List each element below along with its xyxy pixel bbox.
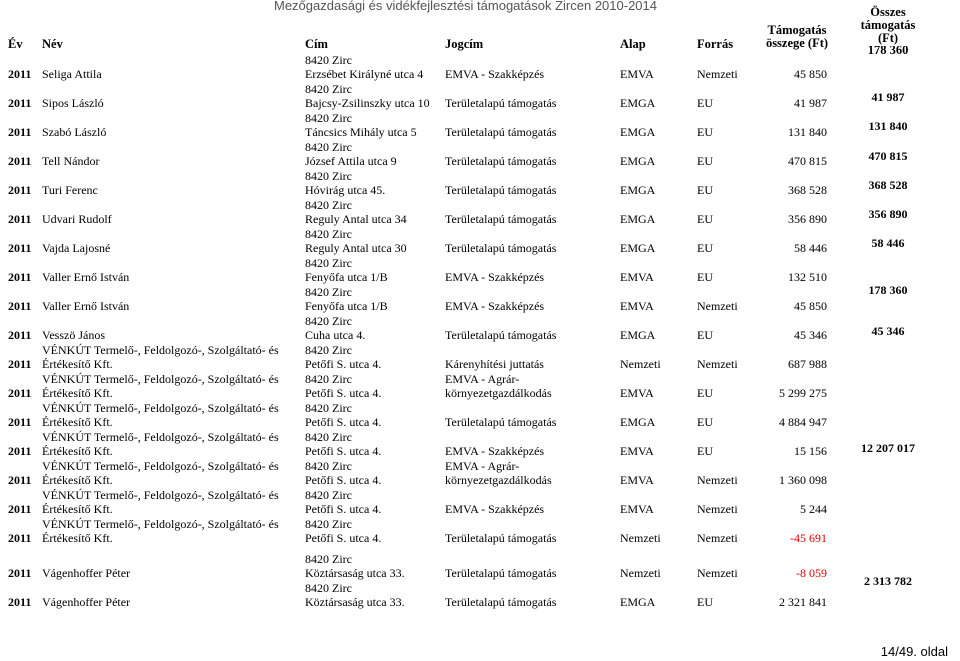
cell-year: 2011: [8, 415, 32, 429]
cell-year: 2011: [8, 67, 32, 81]
cell-zip: 8420 Zirc: [305, 459, 352, 473]
total-clipped-value: 178 360: [867, 46, 909, 57]
cell-year: 2011: [8, 444, 32, 458]
cell-alap: Nemzeti: [620, 357, 661, 371]
cell-street: Petőfi S. utca 4.: [305, 415, 382, 429]
cell-amount: 45 346: [794, 328, 827, 342]
cell-forras: EU: [697, 212, 713, 226]
cell-year: 2011: [8, 154, 32, 168]
cell-zip: 8420 Zirc: [305, 401, 352, 415]
cell-amount: 368 528: [788, 183, 827, 197]
table-row: [0, 400, 840, 428]
cell-amount: 687 988: [788, 357, 827, 371]
total-value: 470 815: [868, 149, 908, 163]
cell-name-line2: Értékesítő Kft.: [42, 415, 113, 429]
cell-street: Fenyőfa utca 1/B: [305, 299, 388, 313]
cell-year: 2011: [8, 212, 32, 226]
cell-year: 2011: [8, 473, 32, 487]
cell-forras: EU: [697, 415, 713, 429]
cell-alap: Nemzeti: [620, 566, 661, 580]
cell-amount: 131 840: [788, 125, 827, 139]
header-forras: Forrás: [697, 37, 734, 51]
cell-jogcim: Kárenyhítési juttatás: [445, 357, 544, 371]
cell-alap: EMVA: [620, 67, 654, 81]
total-value: 41 987: [871, 90, 905, 104]
header-osszes-line1: Összes: [870, 5, 906, 19]
cell-alap: EMGA: [620, 595, 656, 609]
cell-street: Táncsics Mihály utca 5: [305, 125, 417, 139]
cell-alap: EMGA: [620, 212, 656, 226]
cell-name-line2: Értékesítő Kft.: [42, 444, 113, 458]
cell-year: 2011: [8, 566, 32, 580]
document-title: Mezőgazdasági és vidékfejlesztési támogatások Zircen 2010-2014: [274, 0, 657, 13]
cell-street: Petőfi S. utca 4.: [305, 502, 382, 516]
table-row: [0, 313, 840, 341]
cell-forras: Nemzeti: [697, 299, 738, 313]
cell-jogcim: EMVA - Szakképzés: [445, 299, 545, 313]
cell-street: Reguly Antal utca 34: [305, 212, 407, 226]
cell-name-line1: VÉNKÚT Termelő-, Feldolgozó-, Szolgáltató- és: [42, 372, 279, 386]
cell-name: Tell Nándor: [42, 154, 100, 168]
table-row: [0, 487, 840, 515]
cell-zip: 8420 Zirc: [305, 111, 352, 125]
cell-alap: EMVA: [620, 270, 654, 284]
cell-year: 2011: [8, 299, 32, 313]
cell-name: Seliga Attila: [42, 67, 102, 81]
cell-alap: EMVA: [620, 299, 654, 313]
cell-zip: 8420 Zirc: [305, 53, 352, 67]
cell-street: Petőfi S. utca 4.: [305, 357, 382, 371]
cell-forras: EU: [697, 183, 713, 197]
cell-jogcim: Területalapú támogatás: [445, 595, 557, 609]
header-alap: Alap: [620, 37, 646, 51]
cell-name-line1: VÉNKÚT Termelő-, Feldolgozó-, Szolgáltató- és: [42, 488, 279, 502]
cell-jogcim: Területalapú támogatás: [445, 125, 557, 139]
page-number: 14/49. oldal: [880, 644, 948, 659]
cell-alap: EMGA: [620, 328, 656, 342]
cell-amount: 1 360 098: [779, 473, 827, 487]
cell-street: Cuha utca 4.: [305, 328, 366, 342]
table-row: [0, 458, 840, 486]
cell-zip: 8420 Zirc: [305, 285, 352, 299]
header-osszeg-line1: Támogatás: [767, 23, 827, 37]
cell-forras: EU: [697, 125, 713, 139]
cell-name-line1: VÉNKÚT Termelő-, Feldolgozó-, Szolgáltató- és: [42, 343, 279, 357]
cell-amount: 470 815: [788, 154, 827, 168]
cell-year: 2011: [8, 531, 32, 545]
cell-name: Vesszö János: [42, 328, 105, 342]
cell-forras: Nemzeti: [697, 473, 738, 487]
cell-amount: 5 244: [800, 502, 827, 516]
cell-zip: 8420 Zirc: [305, 227, 352, 241]
cell-amount: 5 299 275: [779, 386, 827, 400]
table-row: [0, 516, 840, 544]
table-row: [0, 226, 840, 254]
cell-street: Petőfi S. utca 4.: [305, 444, 382, 458]
cell-forras: EU: [697, 270, 713, 284]
cell-zip: 8420 Zirc: [305, 140, 352, 154]
cell-street: Erzsébet Királyné utca 4: [305, 67, 424, 81]
cell-amount: 15 156: [794, 444, 827, 458]
cell-jogcim: Területalapú támogatás: [445, 566, 557, 580]
header-cim: Cím: [305, 37, 328, 51]
cell-jogcim: EMVA - Szakképzés: [445, 444, 545, 458]
cell-forras: Nemzeti: [697, 357, 738, 371]
cell-zip: 8420 Zirc: [305, 82, 352, 96]
header-ev: Év: [8, 37, 23, 51]
cell-zip: 8420 Zirc: [305, 372, 352, 386]
table-row: [0, 81, 840, 109]
cell-jogcim-line2: környezetgazdálkodás: [445, 386, 552, 400]
cell-forras: EU: [697, 595, 713, 609]
cell-amount: 2 321 841: [779, 595, 827, 609]
cell-year: 2011: [8, 241, 32, 255]
total-value: 2 313 782: [864, 574, 912, 588]
cell-jogcim: Területalapú támogatás: [445, 415, 557, 429]
total-value: 368 528: [868, 178, 908, 192]
cell-amount: 58 446: [794, 241, 827, 255]
cell-year: 2011: [8, 502, 32, 516]
cell-alap: EMGA: [620, 415, 656, 429]
table-row: [0, 284, 840, 312]
table-row: [0, 168, 840, 196]
header-osszes: [846, 6, 930, 45]
cell-name-line2: Értékesítő Kft.: [42, 531, 113, 545]
cell-jogcim-line1: EMVA - Agrár-: [445, 459, 520, 473]
cell-forras: EU: [697, 154, 713, 168]
cell-street: Reguly Antal utca 30: [305, 241, 407, 255]
cell-jogcim: Területalapú támogatás: [445, 154, 557, 168]
cell-zip: 8420 Zirc: [305, 517, 352, 531]
total-value: 58 446: [871, 236, 905, 250]
table-row: [0, 551, 840, 579]
cell-name-line2: Értékesítő Kft.: [42, 502, 113, 516]
cell-zip: 8420 Zirc: [305, 552, 352, 566]
cell-jogcim: Területalapú támogatás: [445, 96, 557, 110]
total-value: 45 346: [871, 324, 905, 338]
table-row: [0, 371, 840, 399]
cell-jogcim-line1: EMVA - Agrár-: [445, 372, 520, 386]
cell-name: Vágenhoffer Péter: [42, 566, 131, 580]
cell-year: 2011: [8, 357, 32, 371]
cell-forras: EU: [697, 444, 713, 458]
cell-forras: EU: [697, 96, 713, 110]
cell-alap: EMVA: [620, 444, 654, 458]
cell-forras: EU: [697, 386, 713, 400]
cell-name: Szabó László: [42, 125, 107, 139]
cell-forras: Nemzeti: [697, 502, 738, 516]
cell-zip: 8420 Zirc: [305, 169, 352, 183]
cell-amount: 132 510: [788, 270, 827, 284]
cell-name-line1: VÉNKÚT Termelő-, Feldolgozó-, Szolgáltató- és: [42, 459, 279, 473]
cell-name-line2: Értékesítő Kft.: [42, 473, 113, 487]
cell-name: Sipos László: [42, 96, 104, 110]
cell-forras: EU: [697, 328, 713, 342]
cell-jogcim: Területalapú támogatás: [445, 531, 557, 545]
cell-forras: Nemzeti: [697, 67, 738, 81]
cell-forras: EU: [697, 241, 713, 255]
cell-alap: EMGA: [620, 154, 656, 168]
cell-year: 2011: [8, 386, 32, 400]
cell-name: Vajda Lajosné: [42, 241, 111, 255]
total-value: 356 890: [868, 207, 908, 221]
total-value: 12 207 017: [861, 441, 915, 455]
cell-alap: Nemzeti: [620, 531, 661, 545]
cell-amount: 45 850: [794, 299, 827, 313]
cell-alap: EMGA: [620, 125, 656, 139]
cell-zip: 8420 Zirc: [305, 256, 352, 270]
cell-street: Petőfi S. utca 4.: [305, 473, 382, 487]
cell-jogcim: Területalapú támogatás: [445, 212, 557, 226]
header-jogcim: Jogcím: [445, 37, 484, 51]
cell-amount: 4 884 947: [779, 415, 827, 429]
header-osszes-line2: támogatás: [860, 18, 916, 32]
cell-year: 2011: [8, 125, 32, 139]
cell-zip: 8420 Zirc: [305, 581, 352, 595]
cell-street: Köztársaság utca 33.: [305, 566, 405, 580]
cell-amount: 45 850: [794, 67, 827, 81]
header-osszeg: [752, 24, 842, 50]
cell-name-line1: VÉNKÚT Termelő-, Feldolgozó-, Szolgáltató- és: [42, 517, 279, 531]
cell-street: Hóvirág utca 45.: [305, 183, 386, 197]
header-nev: Név: [42, 37, 63, 51]
cell-name-line2: Értékesítő Kft.: [42, 357, 113, 371]
cell-year: 2011: [8, 270, 32, 284]
cell-street: Köztársaság utca 33.: [305, 595, 405, 609]
cell-street: Petőfi S. utca 4.: [305, 386, 382, 400]
table-row: [0, 197, 840, 225]
cell-zip: 8420 Zirc: [305, 314, 352, 328]
header-osszes-line3: (Ft): [877, 31, 899, 45]
total-value: 131 840: [868, 119, 908, 133]
table-row: [0, 429, 840, 457]
cell-alap: EMVA: [620, 386, 654, 400]
cell-name: Valler Ernő István: [42, 270, 130, 284]
cell-street: Petőfi S. utca 4.: [305, 531, 382, 545]
cell-alap: EMVA: [620, 502, 654, 516]
cell-zip: 8420 Zirc: [305, 430, 352, 444]
table-row: [0, 110, 840, 138]
cell-street: József Attila utca 9: [305, 154, 397, 168]
cell-alap: EMVA: [620, 473, 654, 487]
cell-year: 2011: [8, 96, 32, 110]
header-osszeg-line2: összege (Ft): [765, 36, 829, 50]
table-row: [0, 580, 840, 608]
cell-jogcim: Területalapú támogatás: [445, 183, 557, 197]
cell-jogcim: EMVA - Szakképzés: [445, 67, 545, 81]
cell-year: 2011: [8, 183, 32, 197]
cell-street: Fenyőfa utca 1/B: [305, 270, 388, 284]
cell-alap: EMGA: [620, 183, 656, 197]
cell-name-line1: VÉNKÚT Termelő-, Feldolgozó-, Szolgáltató- és: [42, 430, 279, 444]
cell-forras: Nemzeti: [697, 566, 738, 580]
cell-jogcim-line2: környezetgazdálkodás: [445, 473, 552, 487]
cell-name: Udvari Rudolf: [42, 212, 112, 226]
cell-amount: -45 691: [790, 531, 827, 545]
cell-jogcim: EMVA - Szakképzés: [445, 502, 545, 516]
cell-amount: 41 987: [794, 96, 827, 110]
cell-name-line2: Értékesítő Kft.: [42, 386, 113, 400]
cell-zip: 8420 Zirc: [305, 343, 352, 357]
cell-alap: EMGA: [620, 241, 656, 255]
cell-amount: -8 059: [796, 566, 827, 580]
cell-alap: EMGA: [620, 96, 656, 110]
cell-zip: 8420 Zirc: [305, 198, 352, 212]
cell-zip: 8420 Zirc: [305, 488, 352, 502]
table-row: [0, 342, 840, 370]
table-row: [0, 255, 840, 283]
cell-name: Valler Ernő István: [42, 299, 130, 313]
cell-street: Bajcsy-Zsilinszky utca 10: [305, 96, 430, 110]
cell-jogcim: Területalapú támogatás: [445, 328, 557, 342]
cell-amount: 356 890: [788, 212, 827, 226]
cell-name: Turi Ferenc: [42, 183, 98, 197]
cell-forras: Nemzeti: [697, 531, 738, 545]
cell-name-line1: VÉNKÚT Termelő-, Feldolgozó-, Szolgáltató- és: [42, 401, 279, 415]
cell-year: 2011: [8, 595, 32, 609]
total-value: 178 360: [868, 283, 908, 297]
cell-jogcim: Területalapú támogatás: [445, 241, 557, 255]
cell-year: 2011: [8, 328, 32, 342]
table-row: [0, 52, 840, 80]
cell-name: Vágenhoffer Péter: [42, 595, 131, 609]
cell-jogcim: EMVA - Szakképzés: [445, 270, 545, 284]
table-row: [0, 139, 840, 167]
